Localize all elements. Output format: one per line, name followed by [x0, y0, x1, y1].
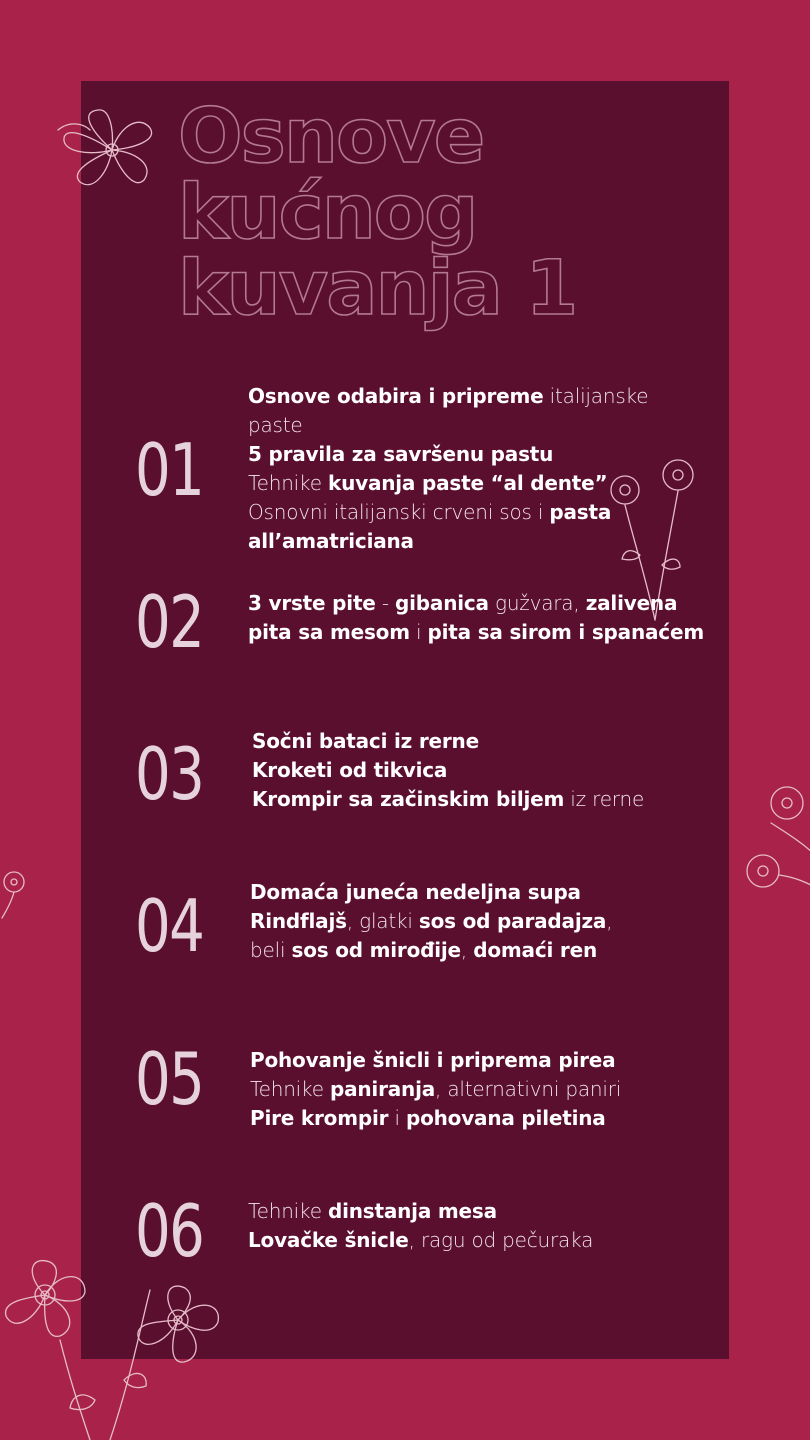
lesson-number: 03	[135, 732, 204, 816]
lesson-text-bold: sos od paradajza	[418, 909, 607, 933]
lesson-line	[248, 469, 718, 498]
lesson-text: i	[409, 620, 428, 644]
flower-outline-icon	[0, 1250, 260, 1440]
lesson-text: -	[375, 591, 396, 615]
lesson-number: 06	[135, 1189, 204, 1273]
title-line: Osnove	[178, 91, 484, 180]
lesson-line	[250, 878, 720, 907]
lesson-text: gužvara,	[488, 591, 586, 615]
title-line: kućnog	[178, 167, 477, 256]
title-line: kuvanja 1	[178, 243, 577, 332]
lesson-text: beli	[250, 938, 292, 962]
lesson-text-bold: sos od mirođije	[291, 938, 461, 962]
lesson-text: Tehnike	[248, 471, 328, 495]
lesson-text-bold: Sočni bataci iz rerne	[252, 729, 479, 753]
lesson-text-bold: pita sa sirom i spanaćem	[427, 620, 704, 644]
lesson-text-bold: pita sa mesom	[248, 620, 410, 644]
lesson-description	[248, 1197, 718, 1255]
lesson-line	[248, 382, 718, 411]
lesson-text-bold: pasta	[549, 500, 612, 524]
lesson-text-bold: pohovana piletina	[405, 1106, 606, 1130]
lesson-text-bold: dinstanja mesa	[327, 1199, 497, 1223]
flower-outline-icon	[50, 100, 170, 200]
lesson-text-bold: Pire krompir	[250, 1106, 389, 1130]
lesson-description	[250, 1046, 720, 1133]
lesson-text-bold: Pohovanje šnicli i priprema pirea	[250, 1048, 616, 1072]
lesson-line	[248, 411, 718, 440]
lesson-text-bold: Osnove odabira i pripreme	[248, 384, 544, 408]
lesson-line	[250, 936, 720, 965]
lesson-text-bold: Lovačke šnicle	[248, 1228, 409, 1252]
flower-sprig-icon	[735, 775, 810, 905]
lesson-text-bold: domaći ren	[473, 938, 597, 962]
lesson-line	[248, 618, 718, 647]
lesson-text-bold: Krompir sa začinskim biljem	[252, 787, 565, 811]
lesson-text-bold: 3 vrste pite	[248, 591, 376, 615]
lesson-text-bold: Kroketi od tikvica	[252, 758, 448, 782]
lesson-text: Tehnike	[248, 1199, 328, 1223]
lesson-line	[250, 1104, 720, 1133]
lesson-line	[248, 527, 718, 556]
lesson-line	[248, 498, 718, 527]
lesson-line	[252, 727, 722, 756]
lesson-text: Tehnike	[250, 1077, 330, 1101]
lesson-text: paste	[248, 413, 303, 437]
lesson-text: iz rerne	[564, 787, 645, 811]
lesson-number: 01	[135, 428, 204, 512]
lesson-number: 04	[135, 884, 204, 968]
lesson-line	[248, 1197, 718, 1226]
lesson-text: i	[388, 1106, 406, 1130]
lesson-text-bold: 5 pravila za savršenu pastu	[248, 442, 554, 466]
lesson-text-bold: Rindflajš	[250, 909, 347, 933]
lesson-description	[248, 589, 718, 647]
lesson-line	[250, 1046, 720, 1075]
page-title	[178, 91, 698, 332]
lesson-number: 05	[135, 1037, 204, 1121]
lesson-line	[248, 589, 718, 618]
lesson-line	[248, 440, 718, 469]
lesson-line	[248, 1226, 718, 1255]
lesson-text-bold: zalivena	[585, 591, 678, 615]
lesson-text: Osnovni italijanski crveni sos i	[248, 500, 550, 524]
lesson-text-bold: Domaća juneća nedeljna supa	[250, 880, 581, 904]
lesson-text: ,	[460, 938, 474, 962]
lesson-line	[252, 785, 722, 814]
lesson-number: 02	[135, 580, 204, 664]
lesson-text-bold: all’amatriciana	[248, 529, 414, 553]
lesson-text-bold: gibanica	[395, 591, 489, 615]
lesson-text: ,	[606, 909, 613, 933]
lesson-text-bold: paniranja	[329, 1077, 436, 1101]
lesson-line	[250, 907, 720, 936]
lesson-text-bold: kuvanja paste “al dente”	[327, 471, 608, 495]
lesson-description	[248, 382, 718, 556]
lesson-text: , glatki	[346, 909, 419, 933]
lesson-line	[250, 1075, 720, 1104]
lesson-text: , alternativni paniri	[435, 1077, 622, 1101]
flower-outline-icon	[0, 860, 40, 920]
lesson-text: italijanske	[543, 384, 649, 408]
lesson-text: , ragu od pečuraka	[408, 1228, 594, 1252]
lesson-line	[252, 756, 722, 785]
lesson-description	[250, 878, 720, 965]
lesson-description	[252, 727, 722, 814]
